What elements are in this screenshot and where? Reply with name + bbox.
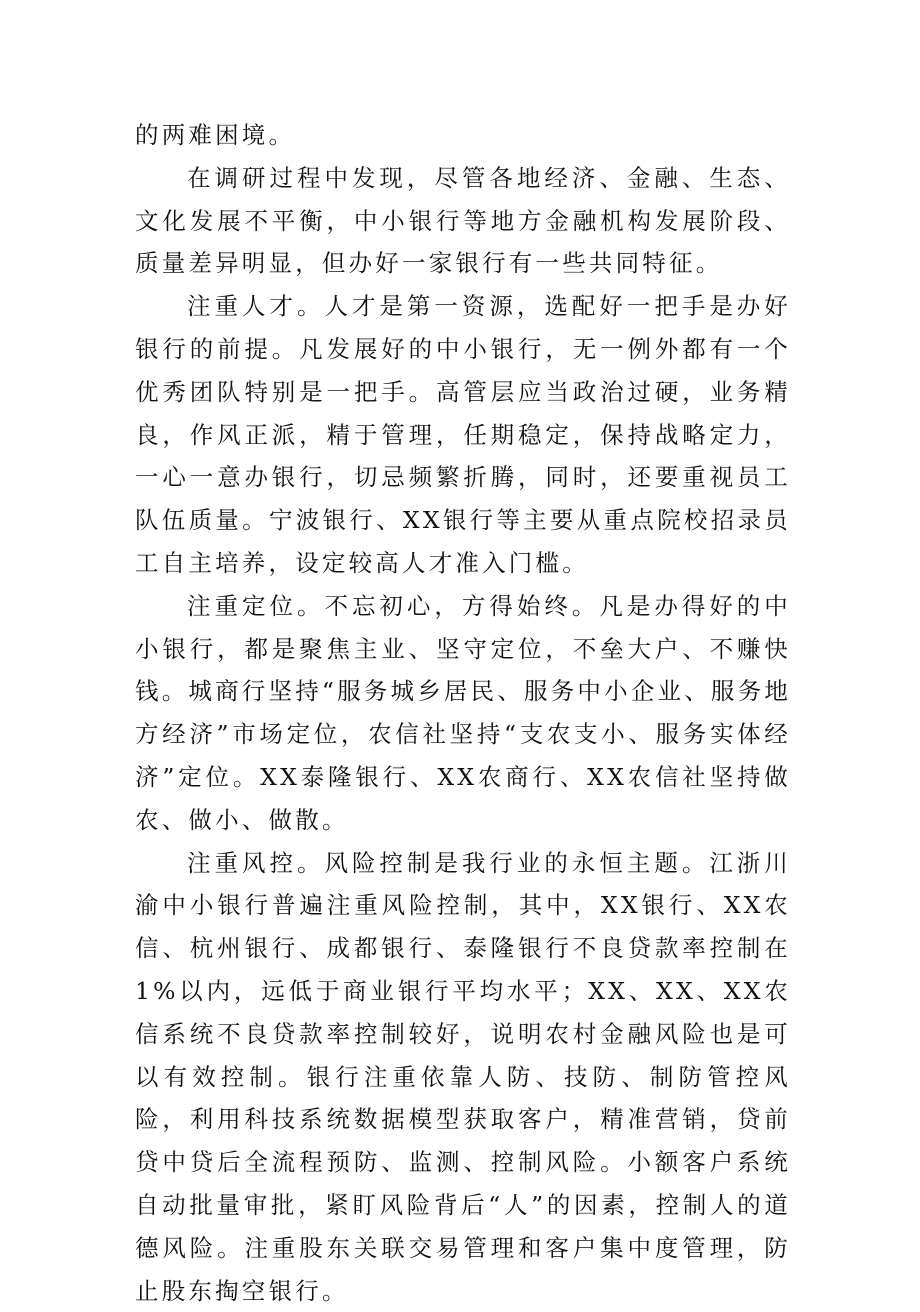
paragraph-risk-control: 注重风控。风险控制是我行业的永恒主题。江浙川渝中小银行普遍注重风险控制，其中，XX银行、XX农信、杭州银行、成都银行、泰隆银行不良贷款率控制在1%以内，远低于商业银行平均水平；XX、XX、XX农信系统不良贷款率控制较好，说明农村金融风险也是可以有效控制。银行注重依靠人防、技防、制防管控风险，利用科技系统数据模型获取客户，精准营销，贷前贷中贷后全流程预防、监测、控制风险。小额客户系统自动批量审批，紧盯风险背后“人”的因素，控制人的道德风险。注重股东关联交易管理和客户集中度管理，防止股东掏空银行。 bbox=[135, 848, 791, 1305]
paragraph-continuation: 的两难困境。 bbox=[135, 121, 296, 149]
paragraph-survey-findings: 在调研过程中发现，尽管各地经济、金融、生态、文化发展不平衡，中小银行等地方金融机构发展阶段、质量差异明显，但办好一家银行有一些共同特征。 bbox=[135, 163, 791, 278]
paragraph-positioning: 注重定位。不忘初心，方得始终。凡是办得好的中小银行，都是聚焦主业、坚守定位，不垒大户、不赚快钱。城商行坚持“服务城乡居民、服务中小企业、服务地方经济”市场定位，农信社坚持“支农支小、服务实体经济”定位。XX泰隆银行、XX农商行、XX农信社坚持做农、做小、做散。 bbox=[135, 591, 792, 834]
document-body bbox=[135, 114, 791, 1312]
paragraph-talent: 注重人才。人才是第一资源，选配好一把手是办好银行的前提。凡发展好的中小银行，无一例外都有一个优秀团队特别是一把手。高管层应当政治过硬，业务精良，作风正派，精于管理，任期稳定，保持战略定力，一心一意办银行，切忌频繁折腾，同时，还要重视员工队伍质量。宁波银行、XX银行等主要从重点院校招录员工自主培养，设定较高人才准入门槛。 bbox=[135, 292, 791, 577]
